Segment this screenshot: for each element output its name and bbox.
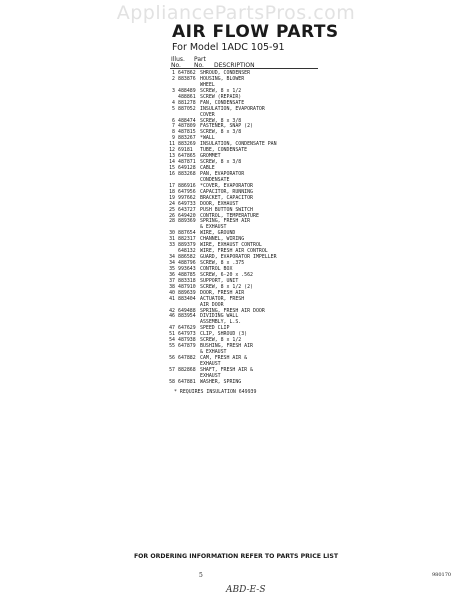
part-number: 643727 (178, 206, 196, 213)
part-number: 647629 (178, 325, 196, 332)
part-number: 649128 (178, 165, 196, 171)
part-description: SCREW, 8 x 3/8 (200, 159, 242, 166)
part-description: EXHAUST (200, 372, 221, 379)
part-description: WIRE, GROUND (200, 230, 236, 237)
part-description: DIVIDING WALL (200, 313, 239, 320)
part-description: PAN, EVAPORATOR (200, 170, 245, 177)
illus-number: 54 (169, 337, 175, 344)
illus-number: 4 (172, 99, 175, 106)
part-description: *WALL (200, 135, 215, 142)
part-description: CONTROL, TEMPERATURE (200, 212, 259, 219)
part-number: 488796 (178, 260, 196, 266)
part-description: HOUSING, BLOWER (200, 75, 245, 82)
col-illus-header-1: Illus. (171, 56, 185, 63)
part-description: DOOR, FRESH AIR (200, 289, 245, 296)
illus-number: 41 (169, 295, 175, 302)
illus-number: 25 (169, 206, 175, 213)
part-number: 883404 (178, 295, 196, 302)
part-description: FAN, CONDENSATE (200, 99, 245, 106)
illus-number: 35 (169, 265, 175, 272)
illus-number: 3 (172, 87, 175, 94)
part-number: 882868 (178, 366, 196, 373)
part-number: 887052 (178, 105, 196, 112)
illus-number: 18 (169, 188, 175, 195)
illus-number: 24 (169, 200, 175, 207)
part-number: 882317 (178, 236, 196, 243)
part-number: 487871 (178, 159, 196, 166)
part-description: CLIP, SHROUD (3) (200, 331, 248, 338)
part-description: WIRE, FRESH AIR CONTROL (200, 248, 268, 255)
part-number: 647882 (178, 355, 196, 361)
part-number: 488861 (178, 93, 196, 100)
part-description: SCREW, 8 x 3/8 (200, 117, 242, 124)
part-description: BRACKET, CAPACITOR (200, 194, 253, 201)
watermark: AppliancePartsPros.com (116, 2, 356, 24)
illus-number: 6 (172, 117, 175, 124)
part-number: 487938 (178, 337, 196, 344)
document-number: 980170 (432, 572, 452, 578)
illus-number: 7 (172, 123, 175, 130)
illus-number: 33 (169, 242, 175, 249)
page-number: 5 (199, 572, 203, 579)
illus-number: 13 (169, 153, 175, 160)
ordering-note: FOR ORDERING INFORMATION REFER TO PARTS PRICE LIST (133, 553, 339, 560)
illus-number: 34 (169, 260, 175, 266)
illus-number: 1 (172, 70, 175, 76)
model-subtitle: For Model 1ADC 105-91 (172, 42, 285, 53)
part-description: GROMMET (200, 153, 221, 160)
header-rule (170, 68, 318, 69)
part-description: BUSHING, FRESH AIR (200, 343, 253, 350)
part-description: SCREW (REPAIR) (200, 93, 242, 100)
part-description: SCREW, 8 x 1/2 (2) (200, 283, 253, 290)
part-description: INSULATION, CONDENSATE PAN (200, 141, 277, 148)
part-number: 887654 (178, 230, 196, 237)
illus-number: 56 (169, 355, 175, 361)
illus-number: 2 (172, 75, 175, 82)
part-number: 648132 (178, 248, 196, 255)
col-part-header-2: No. (194, 62, 204, 69)
part-description: WHEEL (200, 81, 215, 88)
part-description: CONTROL BOX (200, 265, 233, 272)
illus-number: 5 (172, 105, 175, 112)
part-number: 881278 (178, 99, 196, 106)
part-number: 647956 (178, 188, 196, 195)
part-number: 883318 (178, 277, 196, 284)
part-description: SHROUD, CONDENSER (200, 70, 251, 76)
part-number: 647862 (178, 70, 196, 76)
illus-number: 30 (169, 230, 175, 237)
illus-number: 8 (172, 129, 175, 136)
part-number: 647865 (178, 153, 196, 160)
part-description: CABLE (200, 165, 215, 171)
illus-number: 16 (169, 170, 175, 177)
part-description: & EXHAUST (200, 349, 227, 356)
part-description: CAM, FRESH AIR & (200, 355, 248, 361)
illus-number: 12 (169, 147, 175, 154)
part-description: ASSEMBLY, L.S. (200, 319, 242, 326)
part-description: SHAFT, FRESH AIR & (200, 366, 253, 373)
part-description: SCREW, 8 x 3/8 (200, 129, 242, 136)
part-number: 883268 (178, 170, 196, 177)
illus-number: 14 (169, 159, 175, 166)
part-description: ACTUATOR, FRESH (200, 295, 245, 302)
part-description: SCREW, 8 x .375 (200, 260, 245, 266)
illus-number: 28 (169, 218, 175, 225)
illus-number: 37 (169, 277, 175, 284)
illus-number: 55 (169, 343, 175, 350)
part-number: 647881 (178, 378, 196, 385)
requires-insulation-note: * REQUIRES INSULATION 649939 (174, 388, 257, 395)
part-description: SPRING, FRESH AIR (200, 218, 251, 225)
part-number: 883954 (178, 313, 196, 320)
col-part-header-1: Part (194, 56, 206, 63)
illus-number: 17 (169, 182, 175, 189)
part-number: 647973 (178, 331, 196, 338)
part-description: SCREW, 6-20 x .562 (200, 271, 253, 278)
part-number: 487809 (178, 123, 196, 130)
part-description: DOOR, EXHAUST (200, 200, 239, 207)
illus-number: 34 (169, 254, 175, 261)
part-number: 649733 (178, 200, 196, 207)
handwritten-mark: ABD-E-S (226, 585, 266, 595)
illus-number: 40 (169, 289, 175, 296)
part-number: 488785 (178, 271, 196, 278)
part-description: SPRING, FRESH AIR DOOR (200, 307, 265, 314)
part-description: *COVER, EVAPORATOR (200, 182, 253, 189)
part-description: CAPACITOR, RUNNING (200, 188, 253, 195)
part-number: 487815 (178, 129, 196, 136)
illus-number: 51 (169, 331, 175, 338)
illus-number: 26 (169, 212, 175, 219)
part-description: FASTENER, SNAP (2) (200, 123, 253, 130)
illus-number: 9 (172, 135, 175, 142)
part-description: WASHER, SPRING (200, 378, 242, 385)
part-description: AIR DOOR (200, 301, 224, 308)
illus-number: 36 (169, 271, 175, 278)
part-number: 889379 (178, 242, 196, 249)
illus-number: 38 (169, 283, 175, 290)
part-description: SUPPORT, UNIT (200, 277, 239, 284)
part-number: 487910 (178, 283, 196, 290)
illus-number: 11 (169, 141, 175, 148)
illus-number: 57 (169, 366, 175, 373)
part-number: 647879 (178, 343, 196, 350)
part-description: SCREW, 8 x 1/2 (200, 87, 242, 94)
part-number: 993643 (178, 265, 196, 272)
part-description: TUBE, CONDENSATE (200, 147, 248, 154)
col-illus-header-2: No. (171, 62, 181, 69)
part-description: & EXHAUST (200, 224, 227, 231)
part-number: 649420 (178, 212, 196, 219)
part-number: 997662 (178, 194, 196, 201)
illus-number: 58 (169, 378, 175, 385)
part-description: PUSH BUTTON SWITCH (200, 206, 253, 213)
part-description: EXHAUST (200, 360, 221, 367)
illus-number: 19 (169, 194, 175, 201)
part-number: 889639 (178, 289, 196, 296)
part-number: 883269 (178, 141, 196, 148)
part-number: 488489 (178, 87, 196, 94)
illus-number: 42 (169, 307, 175, 314)
col-desc-header: DESCRIPTION (214, 62, 255, 69)
part-number: 883267 (178, 135, 196, 142)
part-number: 69181 (178, 147, 193, 154)
part-number: 889369 (178, 218, 196, 225)
page-title: AIR FLOW PARTS (172, 22, 339, 42)
illus-number: 46 (169, 313, 175, 320)
part-number: 886582 (178, 254, 196, 261)
part-row (166, 380, 336, 386)
part-description: CHANNEL, WIRING (200, 236, 245, 243)
part-description: SCREW, 8 x 1/2 (200, 337, 242, 344)
illus-number: 15 (169, 165, 175, 171)
part-number: 883876 (178, 75, 196, 82)
illus-number: 47 (169, 325, 175, 332)
illus-number: 31 (169, 236, 175, 243)
part-description: INSULATION, EVAPORATOR (200, 105, 265, 112)
part-number: 488474 (178, 117, 196, 124)
part-number: 886916 (178, 182, 196, 189)
part-description: CONDENSATE (200, 176, 230, 183)
part-description: SPEED CLIP (200, 325, 230, 332)
part-description: WIRE, EXHAUST CONTROL (200, 242, 262, 249)
part-description: COVER (200, 111, 215, 118)
parts-list (166, 71, 336, 396)
part-description: GUARD, EVAPORATOR IMPELLER (200, 254, 277, 261)
part-number: 649488 (178, 307, 196, 314)
